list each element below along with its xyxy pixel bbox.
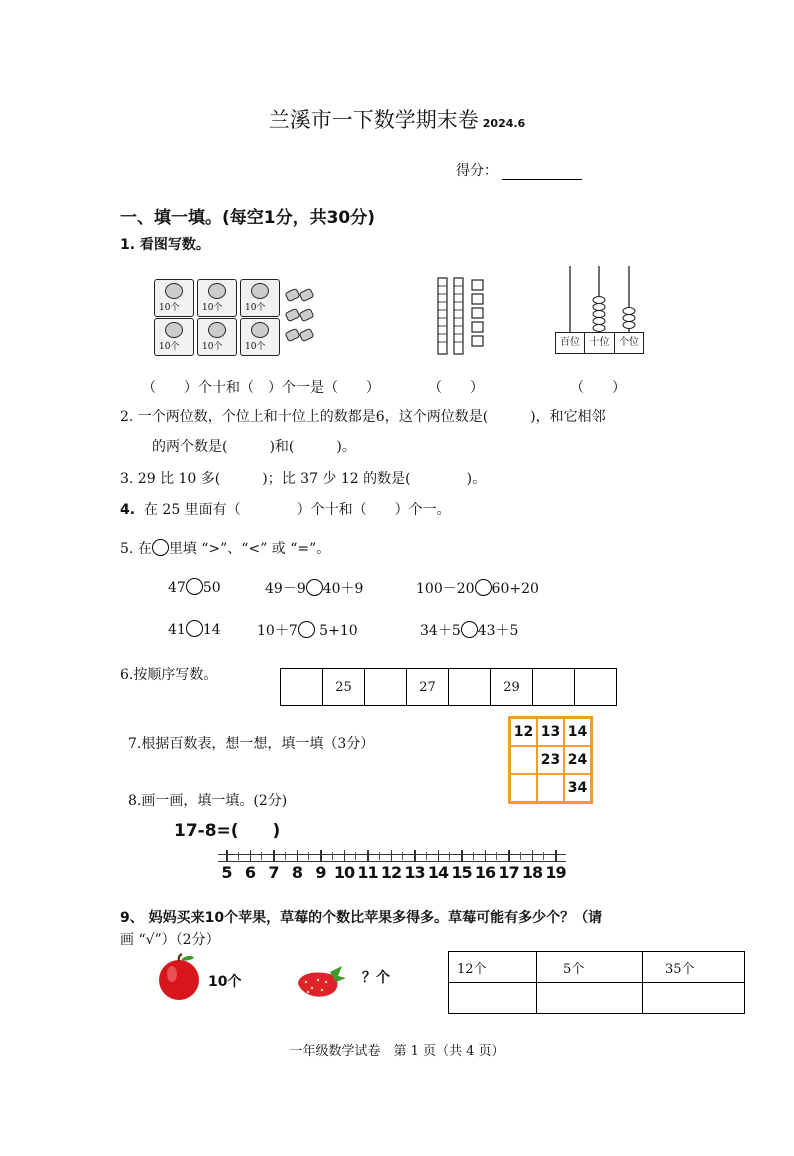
ruler-minor-tick: [238, 852, 239, 860]
ruler-number: 19: [545, 863, 566, 882]
ruler-tick: [391, 850, 393, 862]
circle-icon: [152, 539, 169, 556]
sequence-cell[interactable]: [575, 669, 617, 706]
number-line: [218, 850, 566, 890]
q9-line1: 9、 妈妈买来10个苹果，草莓的个数比苹果多得多。草莓可能有多少个？（请: [120, 910, 603, 926]
q7-title: 7.根据百数表，想一想，填一填（3分）: [128, 736, 375, 752]
score-blank[interactable]: [502, 165, 582, 180]
ruler-tick: [461, 850, 463, 862]
sequence-cell[interactable]: [365, 669, 407, 706]
compare-circle[interactable]: [306, 579, 323, 596]
ruler-number: 11: [357, 863, 378, 882]
option-check-cell[interactable]: [537, 983, 643, 1014]
stick-icon: [284, 328, 300, 343]
ruler-minor-tick: [473, 852, 474, 860]
ruler-minor-tick: [285, 852, 286, 860]
abacus-illustration: [553, 264, 645, 356]
ruler-number: 14: [427, 863, 449, 882]
ruler-tick: [250, 850, 252, 862]
ruler-minor-tick: [355, 852, 356, 860]
grid-cell[interactable]: [510, 774, 538, 803]
ruler-number: 7: [268, 863, 279, 882]
ruler-minor-tick: [332, 852, 333, 860]
q1-title: 1. 看图写数。: [120, 237, 210, 253]
sequence-cell[interactable]: [449, 669, 491, 706]
page-title: [0, 104, 794, 134]
score-field: [456, 160, 582, 180]
q5-title: 5. 在 里填 “>”、“<” 或 “=”。: [120, 541, 331, 557]
stick-icon: [284, 308, 300, 323]
option-label: 35个: [643, 952, 745, 983]
ruler-tick: [414, 850, 416, 862]
strawberry-label: ？个: [362, 970, 390, 986]
q5-item[interactable]: 34＋5 43＋5: [420, 623, 519, 639]
q8-title: 8.画一画，填一填。(2分): [128, 793, 288, 809]
q2-line1[interactable]: 2. 一个两位数，个位上和十位上的数都是6，这个两位数是( )，和它相邻: [120, 409, 606, 425]
q3-text[interactable]: 3. 29 比 10 多( )；比 37 少 12 的数是( )。: [120, 471, 487, 487]
ruler-minor-tick: [402, 852, 403, 860]
sequence-cell[interactable]: [281, 669, 323, 706]
q1-answer-c[interactable]: （ ）: [570, 380, 626, 396]
ruler-minor-tick: [308, 852, 309, 860]
q4-text[interactable]: 4. 在 25 里面有（ ）个十和（ ）个一。: [120, 502, 451, 518]
ruler-number: 18: [521, 863, 543, 882]
title-year: 2024.6: [482, 117, 526, 130]
apple-label: 10个: [208, 974, 242, 990]
ruler-number: 15: [451, 863, 472, 882]
ruler-minor-tick: [379, 852, 380, 860]
sequence-cell: 27: [407, 669, 449, 706]
bundle-icon: 10个: [154, 279, 194, 317]
q9-options-table: [448, 951, 745, 1014]
sequence-cell: 29: [491, 669, 533, 706]
ruler-minor-tick: [261, 852, 262, 860]
bundle-icon: 10个: [240, 318, 280, 356]
grid-cell: 14: [564, 718, 592, 747]
ruler-number: 9: [315, 863, 326, 882]
q5-item[interactable]: 47 50: [168, 580, 221, 596]
sequence-cell[interactable]: [533, 669, 575, 706]
compare-circle[interactable]: [461, 621, 478, 638]
ruler-tick: [367, 850, 369, 862]
grid-cell: 13: [537, 718, 564, 747]
option-check-cell[interactable]: [643, 983, 745, 1014]
option-check-cell[interactable]: [449, 983, 537, 1014]
q9-line2: 画 “√”）（2分）: [120, 932, 220, 948]
compare-circle[interactable]: [298, 621, 315, 638]
ruler-tick: [226, 850, 228, 862]
ruler-tick: [555, 850, 557, 862]
q1-answer-a[interactable]: （ ）个十和（ ）个一是（ ）: [142, 380, 380, 396]
abacus-label: 个位: [619, 337, 639, 348]
ruler-tick: [320, 850, 322, 862]
title-text: 兰溪市一下数学期末卷: [268, 108, 479, 132]
bundle-icon: 10个: [154, 318, 194, 356]
compare-circle[interactable]: [186, 578, 203, 595]
ruler-tick: [297, 850, 299, 862]
ruler-tick: [532, 850, 534, 862]
q5-item[interactable]: 41 14: [168, 622, 221, 638]
grid-cell: 23: [537, 746, 564, 774]
grid-cell: 24: [564, 746, 592, 774]
ruler-minor-tick: [426, 852, 427, 860]
ruler-tick: [485, 850, 487, 862]
bundle-icon: 10个: [197, 318, 237, 356]
grid-cell: 12: [510, 718, 538, 747]
bundle-icon: 10个: [240, 279, 280, 317]
ruler-number: 8: [291, 863, 303, 882]
compare-circle[interactable]: [186, 620, 203, 637]
grid-cell[interactable]: [510, 746, 538, 774]
ruler-number: 17: [498, 863, 519, 882]
q2-line2[interactable]: 的两个数是( )和( )。: [152, 439, 356, 455]
q8-equation[interactable]: 17-8=( ): [174, 821, 281, 841]
ruler-tick: [438, 850, 440, 862]
q5-item[interactable]: 10＋7 5+10: [257, 623, 358, 639]
ruler-tick: [344, 850, 346, 862]
stick-icon: [298, 288, 314, 303]
stick-icon: [284, 288, 300, 303]
ruler-minor-tick: [496, 852, 497, 860]
ruler-minor-tick: [543, 852, 544, 860]
q1-answer-b[interactable]: （ ）: [428, 380, 484, 396]
blocks-illustration: [434, 272, 494, 358]
strawberry-icon: [294, 962, 348, 1002]
section-title: 一、填一填。(每空1分，共30分): [120, 208, 376, 228]
ruler-tick: [508, 850, 510, 862]
grid-cell: 34: [564, 774, 592, 803]
compare-circle[interactable]: [475, 579, 492, 596]
grid-cell[interactable]: [537, 774, 564, 803]
ruler-number: 5: [221, 863, 232, 882]
abacus-label: 百位: [556, 333, 585, 353]
ruler-minor-tick: [449, 852, 450, 860]
score-label: 得分：: [456, 163, 498, 179]
sequence-table: [280, 668, 617, 706]
ruler-number: 13: [404, 863, 425, 882]
ruler-number: 6: [244, 863, 256, 882]
q5-item[interactable]: 100－20 60+20: [416, 581, 539, 597]
option-label: 12个: [449, 952, 537, 983]
hundred-chart: [508, 716, 593, 804]
abacus-label: 十位: [585, 333, 615, 353]
stick-icon: [298, 308, 314, 323]
ruler-number: 10: [333, 863, 355, 882]
ruler-number: 16: [474, 863, 496, 882]
apple-icon: [156, 952, 202, 1002]
sequence-cell: 25: [323, 669, 365, 706]
option-label: 5个: [537, 952, 643, 983]
q6-title: 6.按顺序写数。: [120, 667, 218, 683]
page-footer: 一年级数学试卷 第 1 页（共 4 页）: [289, 1044, 505, 1059]
ruler-tick: [273, 850, 275, 862]
stick-icon: [298, 328, 314, 343]
ruler-number: 12: [380, 863, 402, 882]
bundle-icon: 10个: [197, 279, 237, 317]
q5-item[interactable]: 49－9 40＋9: [265, 581, 364, 597]
ruler-minor-tick: [520, 852, 521, 860]
